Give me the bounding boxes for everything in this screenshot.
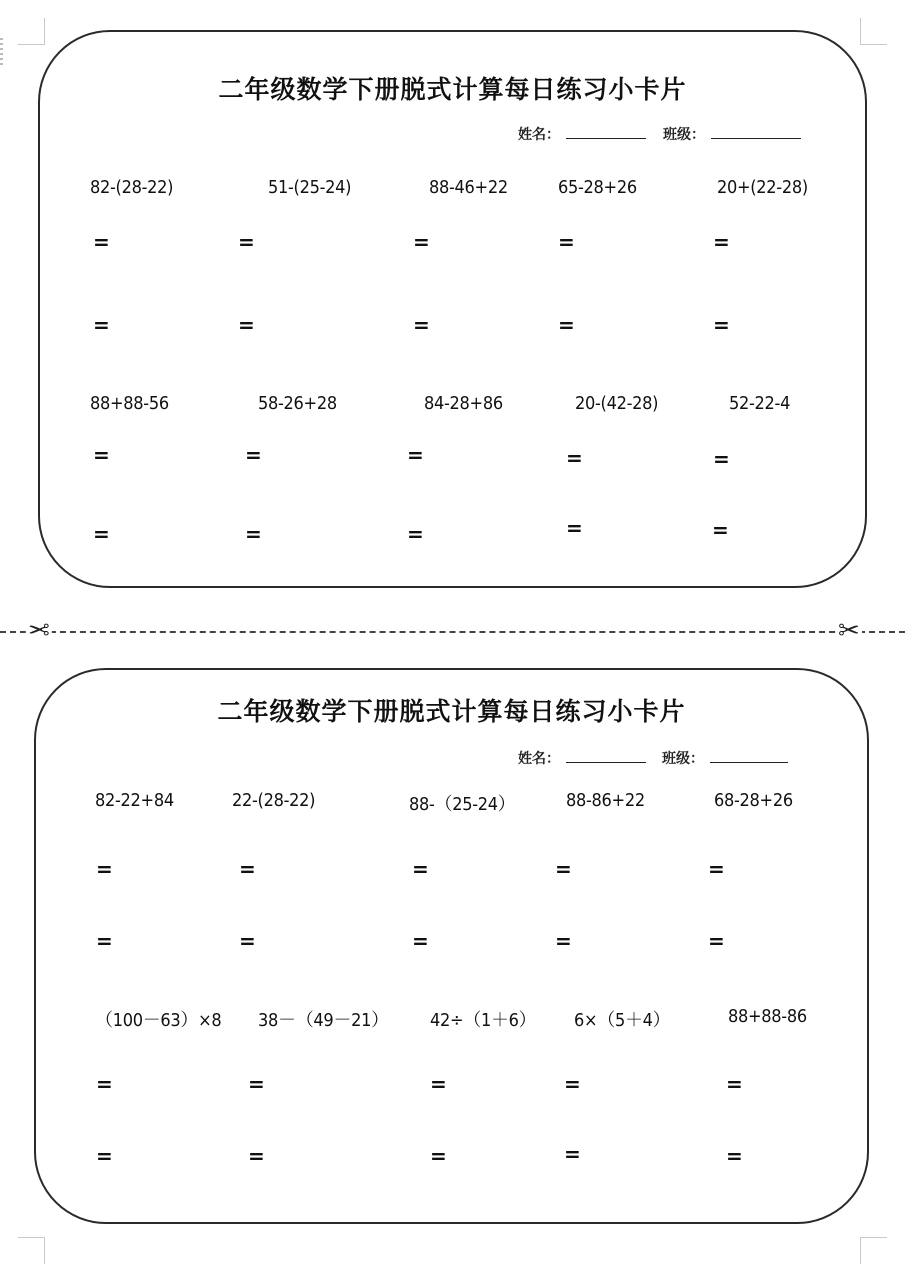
equals-sign: =: [407, 522, 424, 546]
equals-sign: =: [564, 1072, 581, 1096]
equals-sign: =: [407, 443, 424, 467]
class-field: [663, 124, 801, 144]
equals-sign: =: [238, 230, 255, 254]
card-title: 二年级数学下册脱式计算每日练习小卡片: [217, 697, 686, 726]
crop-mark-top-right: [860, 18, 887, 45]
problem-6: 88+88-56: [90, 393, 169, 414]
equals-sign: =: [239, 929, 256, 953]
name-field: [518, 124, 646, 144]
problem-7: 38－（49－21）: [258, 1010, 389, 1031]
equals-sign: =: [566, 516, 583, 540]
equals-sign: =: [708, 857, 725, 881]
class-label: 班级：: [663, 127, 705, 143]
problem-2: 22-(28-22): [232, 790, 316, 811]
equals-sign: =: [430, 1144, 447, 1168]
cut-line: [0, 631, 905, 633]
scissors-icon: ✂: [838, 616, 860, 646]
equals-sign: =: [712, 518, 729, 542]
equals-sign: =: [413, 313, 430, 337]
problem-8: 42÷（1＋6）: [430, 1010, 537, 1031]
class-label: 班级：: [662, 751, 704, 767]
problem-2: 51-(25-24): [268, 177, 352, 198]
problem-4: 65-28+26: [558, 177, 637, 198]
equals-sign: =: [248, 1072, 265, 1096]
class-blank: [711, 124, 801, 139]
equals-sign: =: [412, 929, 429, 953]
crop-mark-bottom-right: [860, 1237, 887, 1264]
equals-sign: =: [93, 313, 110, 337]
equals-sign: =: [713, 313, 730, 337]
name-label: 姓名：: [518, 127, 560, 143]
equals-sign: =: [248, 1144, 265, 1168]
practice-card-1: [38, 30, 867, 588]
class-blank: [710, 748, 788, 763]
crop-mark-bottom-left: [18, 1237, 45, 1264]
problem-5: 68-28+26: [714, 790, 793, 811]
page-edge-marks: [0, 38, 3, 66]
problem-9: 6×（5＋4）: [574, 1010, 671, 1031]
equals-sign: =: [566, 446, 583, 470]
equals-sign: =: [245, 443, 262, 467]
equals-sign: =: [93, 443, 110, 467]
practice-card-2: [34, 668, 869, 1224]
problem-10: 52-22-4: [729, 393, 791, 414]
problem-3: 88-46+22: [429, 177, 508, 198]
name-blank: [566, 748, 646, 763]
equals-sign: =: [96, 1144, 113, 1168]
equals-sign: =: [93, 522, 110, 546]
equals-sign: =: [245, 522, 262, 546]
problem-1: 82-(28-22): [90, 177, 174, 198]
equals-sign: =: [713, 447, 730, 471]
equals-sign: =: [96, 857, 113, 881]
problem-7: 58-26+28: [258, 393, 337, 414]
crop-mark-top-left: [18, 18, 45, 45]
equals-sign: =: [708, 929, 725, 953]
problem-6: （100－63）×8: [95, 1010, 222, 1031]
equals-sign: =: [413, 230, 430, 254]
equals-sign: =: [96, 929, 113, 953]
equals-sign: =: [93, 230, 110, 254]
problem-4: 88-86+22: [566, 790, 645, 811]
equals-sign: =: [713, 230, 730, 254]
problem-8: 84-28+86: [424, 393, 503, 414]
problem-9: 20-(42-28): [575, 393, 659, 414]
problem-5: 20+(22-28): [717, 177, 808, 198]
problem-1: 82-22+84: [95, 790, 174, 811]
name-blank: [566, 124, 646, 139]
equals-sign: =: [726, 1144, 743, 1168]
name-field: [518, 748, 646, 768]
problem-10: 88+88-86: [728, 1006, 807, 1027]
name-label: 姓名：: [518, 751, 560, 767]
card-title: 二年级数学下册脱式计算每日练习小卡片: [218, 75, 687, 104]
equals-sign: =: [96, 1072, 113, 1096]
class-field: [662, 748, 788, 768]
equals-sign: =: [555, 929, 572, 953]
equals-sign: =: [564, 1142, 581, 1166]
equals-sign: =: [238, 313, 255, 337]
equals-sign: =: [558, 230, 575, 254]
equals-sign: =: [555, 857, 572, 881]
equals-sign: =: [558, 313, 575, 337]
scissors-icon: ✂: [28, 616, 50, 646]
equals-sign: =: [412, 857, 429, 881]
equals-sign: =: [430, 1072, 447, 1096]
problem-3: 88-（25-24）: [409, 794, 516, 815]
equals-sign: =: [239, 857, 256, 881]
equals-sign: =: [726, 1072, 743, 1096]
